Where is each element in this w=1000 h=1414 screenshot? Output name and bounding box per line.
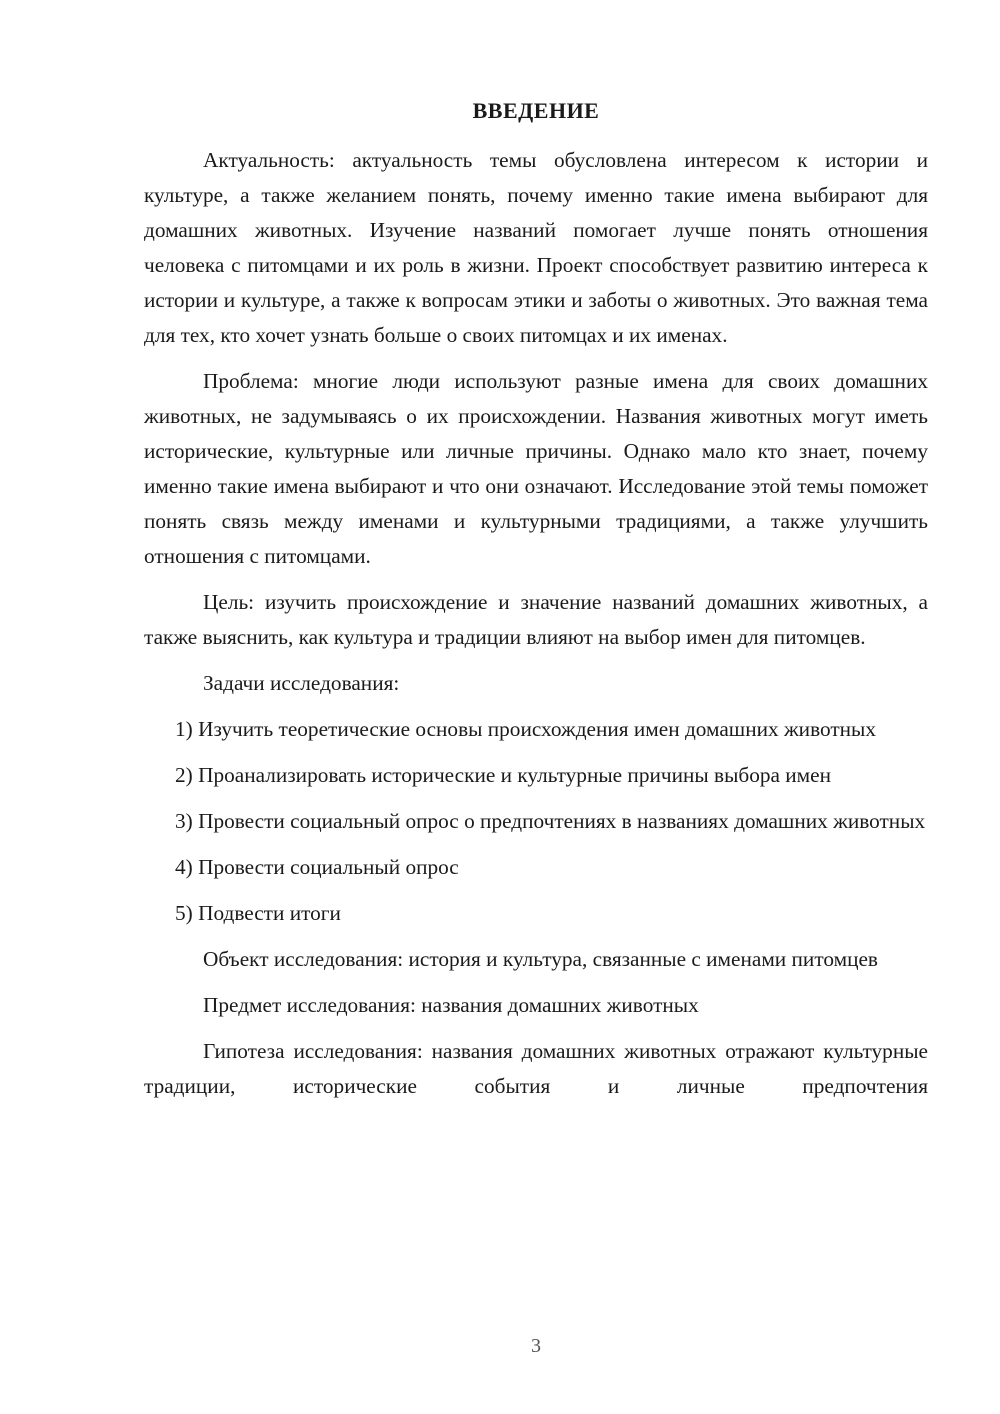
task-item-1: 1) Изучить теоретические основы происхождения имен домашних животных xyxy=(175,717,877,741)
tasks-heading: Задачи исследования: xyxy=(203,671,400,695)
document-page xyxy=(144,0,928,1414)
relevance-paragraph: Актуальность: актуальность темы обусловлена интересом к истории и культуре, а также желанием понять, почему именно такие имена выбирают для домашних животных. Изучение названий помогает лучше понять отношения человека с питомцами и их роль в жизни. Проект способствует развитию интереса к истории и культуре, а также к вопросам этики и заботы о животных. Это важная тема для тех, кто хочет узнать больше о своих питомцах и их именах. xyxy=(144,148,928,347)
problem-paragraph: Проблема: многие люди используют разные имена для своих домашних животных, не задумываясь о их происхождении. Названия животных могут иметь исторические, культурные или личные причины. Однако мало кто знает, почему именно такие имена выбирают и что они означают. Исследование этой темы поможет понять связь между именами и культурными традициями, а также улучшить отношения с питомцами. xyxy=(144,369,928,568)
goal-paragraph: Цель: изучить происхождение и значение названий домашних животных, а также выяснить, как культура и традиции влияют на выбор имен для питомцев. xyxy=(144,590,928,649)
object-paragraph: Объект исследования: история и культура, связанные с именами питомцев xyxy=(203,947,878,971)
subject-paragraph: Предмет исследования: названия домашних животных xyxy=(203,993,699,1017)
page-number: 3 xyxy=(531,1335,541,1357)
hypothesis-paragraph: Гипотеза исследования: названия домашних животных отражают культурные традиции, исторические события и личные предпочтения xyxy=(144,1039,928,1098)
task-item-3: 3) Провести социальный опрос о предпочтениях в названиях домашних животных xyxy=(175,809,926,833)
section-title: ВВЕДЕНИЕ xyxy=(472,98,600,123)
task-item-5: 5) Подвести итоги xyxy=(175,901,341,925)
task-item-2: 2) Проанализировать исторические и культурные причины выбора имен xyxy=(175,763,832,787)
task-item-4: 4) Провести социальный опрос xyxy=(175,855,459,879)
document-body xyxy=(144,143,928,1115)
